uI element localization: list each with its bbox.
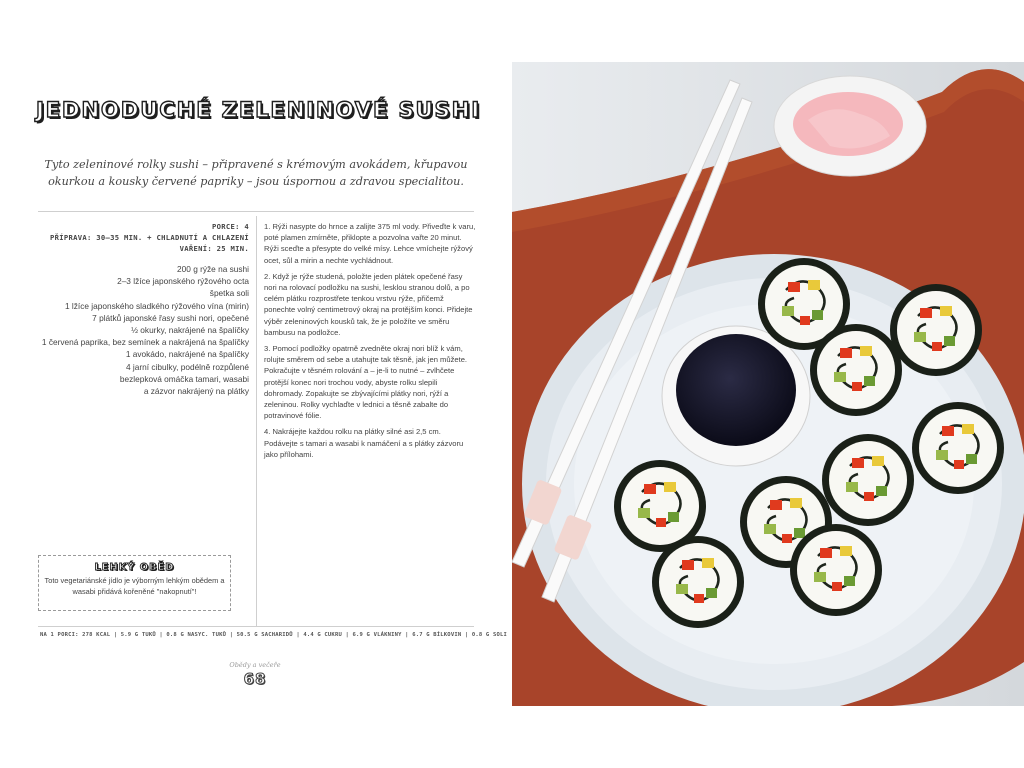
ingredient-item: a zázvor nakrájený na plátky [143, 386, 249, 397]
ingredient-item: špetka soli [209, 288, 249, 299]
ingredient-item: 2–3 lžíce japonského rýžového octa [117, 276, 249, 287]
ingredient-item: 1 červená paprika, bez semínek a nakrájená na špalíčky [41, 337, 249, 348]
method-column [264, 221, 476, 465]
ingredient-item: 7 plátků japonské řasy sushi nori, opečené [92, 312, 249, 323]
sushi-roll [890, 284, 982, 376]
sushi-roll [652, 536, 744, 628]
ingredient-item: 200 g rýže na sushi [177, 264, 249, 274]
ingredient-item: 4 jarní cibulky, podélně rozpůlené [126, 361, 249, 372]
sushi-roll [912, 402, 1004, 494]
sushi-roll [822, 434, 914, 526]
nutrition-info: NA 1 PORCI: 278 KCAL | 5.9 G TUKŮ | 0.8 G NASYC. TUKŮ | 50.5 G SACHARIDŮ | 4.4 G CUKRU | 6.9 G VLÁKNINY | 6.7 G BÍLKOVIN | 0.8 G SOLI [40, 632, 507, 638]
sushi-photo [512, 62, 1024, 706]
ingredients-column [38, 221, 249, 397]
ingredient-list [38, 263, 249, 397]
sushi-roll [790, 524, 882, 616]
ingredient-item: bezlepková omáčka tamari, wasabi [119, 373, 249, 384]
ingredient-item: ½ okurky, nakrájené na špalíčky [131, 325, 249, 336]
bottom-rule [38, 626, 474, 627]
section-name: Obědy a večeře [229, 661, 281, 669]
page-number: 68 [243, 670, 267, 688]
recipe-title: JEDNODUCHÉ ZELENINOVÉ SUSHI [36, 98, 481, 123]
ingredient-item: 1 avokádo, nakrájené na špalíčky [125, 349, 249, 360]
recipe-intro: Tyto zeleninové rolky sushi – připravené s krémovým avokádem, křupavou okurkou a kousky červené papriky – jsou úspornou a zdravou specialitou. [44, 158, 468, 188]
top-rule [38, 211, 474, 212]
tip-title: LEHKÝ OBĚD [94, 562, 175, 573]
recipe-meta [38, 221, 249, 254]
ingredient-item: 1 lžíce japonského sladkého rýžového vína (mirin) [64, 300, 249, 311]
prep-time: PŘÍPRAVA: 30–35 MIN. + CHLADNUTÍ A CHLAZENÍ [50, 233, 249, 242]
cook-time: VAŘENÍ: 25 MIN. [179, 244, 249, 253]
method-step: 2. Když je rýže studená, položte jeden plátek opečené řasy nori na rolovací podložku na sushi, lesklou stranou dolů, a po celém plátku rozprostřete tenkou vrstvu rýže, přičemž ponechte volný centimetrový okraj na protějším konci. Přidejte výběr zeleninových kousků tak, že je položíte ve směru bambusu na podložce. [264, 271, 473, 337]
column-divider [256, 216, 257, 626]
method-step: 3. Pomocí podložky opatrně zvedněte okraj nori blíž k vám, rolujte směrem od sebe a utahujte tak těsně, jak jen můžete. Pokračujte v těsném rolování a – je-li to nutné – zvlhčete protější konec nori trochou vody, abyste rolku slepili dohromady. Zopakujte se zbývajícími plátky nori, rýží a zeleninou. Rolky vychlaďte v lednici a těsně zabalte do potravinové fólie. [264, 344, 468, 421]
method-step: 4. Nakrájejte každou rolku na plátky silné asi 2,5 cm. Podávejte s tamari a wasabi k namáčení a s plátky zázvoru jako přílohami. [264, 427, 464, 459]
tip-box [38, 555, 231, 611]
sushi-roll [810, 324, 902, 416]
servings: PORCE: 4 [211, 222, 249, 231]
tip-text: Toto vegetariánské jídlo je výborným lehkým obědem a wasabi přidává kořeněné "nakopnutí"! [44, 576, 225, 596]
method-step: 1. Rýži nasypte do hrnce a zalijte 375 ml vody. Přiveďte k varu, poté plamen zmírněte, přiklopte a pozvolna vařte 20 minut. Rýži sceďte a přesypte do velké mísy. Lehce vmíchejte rýžový ocet, sůl a mirin a nechte vychládnout. [264, 222, 476, 265]
